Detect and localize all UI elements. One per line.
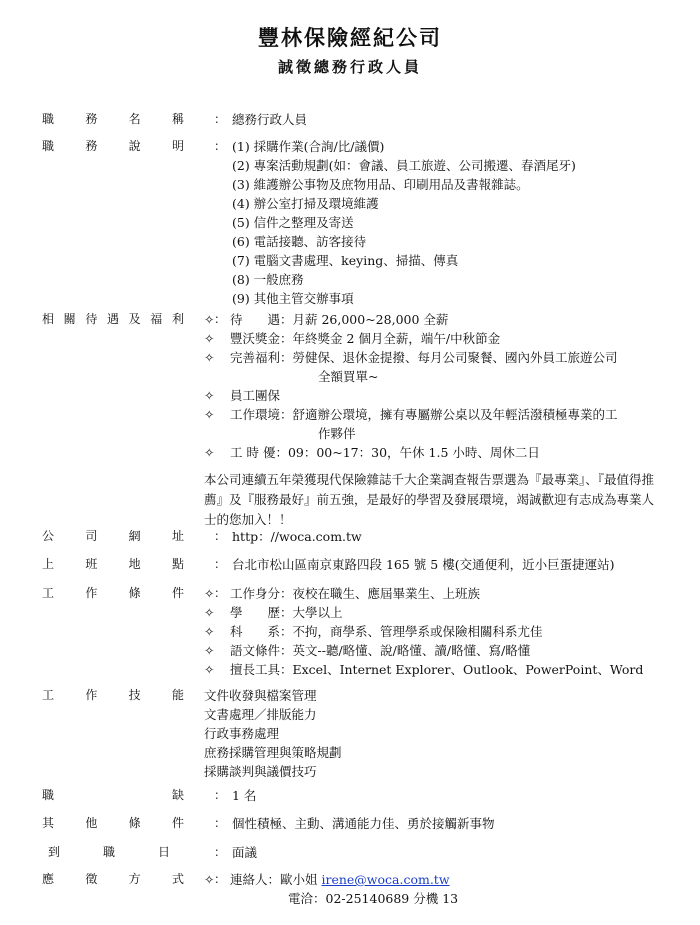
diamond-bullet-icon: ✧	[204, 350, 215, 365]
location-value: 台北市松山區南京東路四段 165 號 5 樓(交通便利，近小巨蛋捷運站)	[232, 557, 615, 572]
label-char: 點	[171, 557, 184, 571]
label-char: 遇	[106, 312, 119, 326]
list-item: ✧ 擅長工具：Excel、Internet Explorer、Outlook、PowerPoint、Word	[204, 662, 644, 677]
list-item: (8) 一般庶務	[232, 272, 304, 287]
label-char: 地	[128, 557, 141, 571]
list-item: ✧ 語文條件：英文--聽/略懂、說/略懂、讀/略懂、寫/略懂	[204, 643, 531, 658]
list-item: (6) 電話接聽、訪客接待	[232, 234, 367, 249]
label-char: 班	[85, 557, 98, 571]
label-char: 名	[128, 112, 141, 126]
list-item: ✧ 工 時 優：09：00~17：30，午休 1.5 小時、周休二日	[204, 445, 540, 460]
colon: ：	[214, 112, 227, 126]
label-char: 他	[85, 816, 98, 830]
other-value: 個性積極、主動、溝通能力佳、勇於接觸新事物	[232, 816, 495, 831]
label-char: 到	[48, 845, 61, 859]
diamond-bullet-icon: ✧	[204, 407, 215, 422]
label-char: 工	[42, 586, 55, 600]
list-item: (3) 維護辦公事物及庶物用品、印刷用品及書報雜誌。	[232, 177, 529, 192]
diamond-bullet-icon: ✧	[204, 312, 215, 327]
list-item: ✧ 工作身分：夜校在職生、應屆畢業生、上班族	[204, 586, 481, 601]
benefits-list	[204, 310, 684, 530]
label-char: 缺	[171, 788, 184, 802]
label-position	[42, 110, 184, 127]
label-char: 務	[85, 139, 98, 153]
contact-line	[204, 870, 684, 889]
label-char: 作	[85, 688, 98, 702]
label-website	[42, 527, 184, 544]
colon: ：	[214, 557, 227, 571]
label-vacancy	[42, 786, 184, 803]
list-item: ✧ 員工團保	[204, 388, 281, 403]
label-char: 司	[85, 529, 98, 543]
list-item: (1) 採購作業(合詢/比/議價)	[232, 139, 385, 154]
list-item: 庶務採購管理與策略規劃	[204, 745, 342, 760]
colon: ：	[214, 872, 227, 886]
label-char: 條	[128, 586, 141, 600]
list-item: 文書處理／排版能力	[204, 707, 317, 722]
label-char: 關	[63, 312, 76, 326]
label-char: 待	[85, 312, 98, 326]
list-item: 行政事務處理	[204, 726, 280, 741]
label-char: 職	[102, 845, 115, 859]
label-char: 條	[128, 816, 141, 830]
colon: ：	[214, 139, 227, 153]
contact-person: 連絡人：歐小姐	[230, 872, 322, 887]
label-char: 利	[171, 312, 184, 326]
email-link[interactable]: irene@woca.com.tw	[321, 872, 450, 887]
label-char: 福	[150, 312, 163, 326]
label-char: 工	[42, 688, 55, 702]
list-item: ✧ 待 遇：月薪 26,000~28,000 全薪	[204, 312, 449, 327]
list-item: (9) 其他主管交辦事項	[232, 291, 354, 306]
list-item: (5) 信件之整理及寄送	[232, 215, 354, 230]
label-char: 技	[128, 688, 141, 702]
website-value: http：//woca.com.tw	[232, 529, 362, 544]
label-char: 徵	[85, 872, 98, 886]
label-char: 職	[42, 112, 55, 126]
list-item: (2) 專案活動規劃(如：會議、員工旅遊、公司搬遷、春酒尾牙)	[232, 158, 576, 173]
label-apply	[42, 870, 184, 887]
diamond-bullet-icon: ✧	[204, 331, 215, 346]
company-paragraph: 本公司連續五年榮獲現代保險雜誌千大企業調查報告票選為『最專業』、『最值得推薦』及『服務最好』前五強，是最好的學習及發展環境，竭誠歡迎有志成為專業人士的您加入！！	[204, 472, 655, 527]
label-char: 件	[171, 816, 184, 830]
label-char: 職	[42, 788, 55, 802]
job-subtitle: 誠徵總務行政人員	[277, 58, 422, 76]
label-char: 式	[171, 872, 184, 886]
label-other	[42, 814, 184, 831]
label-description	[42, 137, 184, 154]
list-item: ✧ 工作環境：舒適辦公環境，擁有專屬辦公桌以及年輕活潑積極專業的工	[204, 407, 618, 422]
label-skills	[42, 686, 184, 703]
label-char: 相	[42, 312, 55, 326]
description-list	[232, 137, 684, 308]
diamond-bullet-icon: ✧	[204, 445, 215, 460]
label-char: 作	[85, 586, 98, 600]
list-item: ✧ 學 歷：大學以上	[204, 605, 343, 620]
colon: ：	[214, 788, 227, 802]
list-item-continuation: 全額買單~	[318, 369, 379, 384]
label-char: 址	[171, 529, 184, 543]
position-value: 總務行政人員	[232, 112, 308, 127]
label-char: 公	[42, 529, 55, 543]
diamond-bullet-icon: ✧	[204, 662, 215, 677]
list-item: ✧ 科 系：不拘，商學系、管理學系或保險相關科系尤佳	[204, 624, 543, 639]
label-conditions	[42, 584, 184, 601]
report-value: 面議	[232, 845, 258, 860]
label-location	[42, 555, 184, 572]
conditions-list	[204, 584, 684, 679]
colon: ：	[214, 845, 227, 859]
company-title: 豐林保險經紀公司	[258, 26, 442, 50]
colon: ：	[214, 529, 227, 543]
label-char: 及	[128, 312, 141, 326]
diamond-bullet-icon: ✧	[204, 388, 215, 403]
list-item: 採購談判與議價技巧	[204, 764, 317, 779]
label-char: 務	[85, 112, 98, 126]
diamond-bullet-icon: ✧	[204, 643, 215, 658]
label-report-date	[48, 843, 190, 860]
vacancy-value: 1 名	[232, 788, 257, 803]
colon: ：	[214, 312, 227, 326]
label-char: 稱	[171, 112, 184, 126]
label-char: 其	[42, 816, 55, 830]
diamond-bullet-icon: ✧	[204, 872, 215, 887]
phone-line: 電洽：02-25140689 分機 13	[288, 891, 459, 906]
colon: ：	[214, 586, 227, 600]
list-item-continuation: 作夥伴	[318, 426, 356, 441]
label-char: 件	[171, 586, 184, 600]
apply-info	[204, 870, 684, 908]
list-item: 文件收發與檔案管理	[204, 688, 317, 703]
label-char: 方	[128, 872, 141, 886]
label-char: 應	[42, 872, 55, 886]
list-item: ✧ 豐沃獎金：年終獎金 2 個月全薪，端午/中秋節金	[204, 331, 501, 346]
diamond-bullet-icon: ✧	[204, 586, 215, 601]
skills-list	[204, 686, 684, 781]
label-benefits	[42, 310, 184, 327]
label-char: 日	[157, 845, 170, 859]
label-char: 明	[171, 139, 184, 153]
label-char: 說	[128, 139, 141, 153]
list-item: (4) 辦公室打掃及環境維護	[232, 196, 379, 211]
label-char: 上	[42, 557, 55, 571]
label-char: 職	[42, 139, 55, 153]
label-char: 能	[171, 688, 184, 702]
colon: ：	[214, 816, 227, 830]
diamond-bullet-icon: ✧	[204, 624, 215, 639]
diamond-bullet-icon: ✧	[204, 605, 215, 620]
list-item: (7) 電腦文書處理、keying、掃描、傳真	[232, 253, 459, 268]
label-char: 網	[128, 529, 141, 543]
list-item: ✧ 完善福利：勞健保、退休金提撥、每月公司聚餐、國內外員工旅遊公司	[204, 350, 618, 365]
